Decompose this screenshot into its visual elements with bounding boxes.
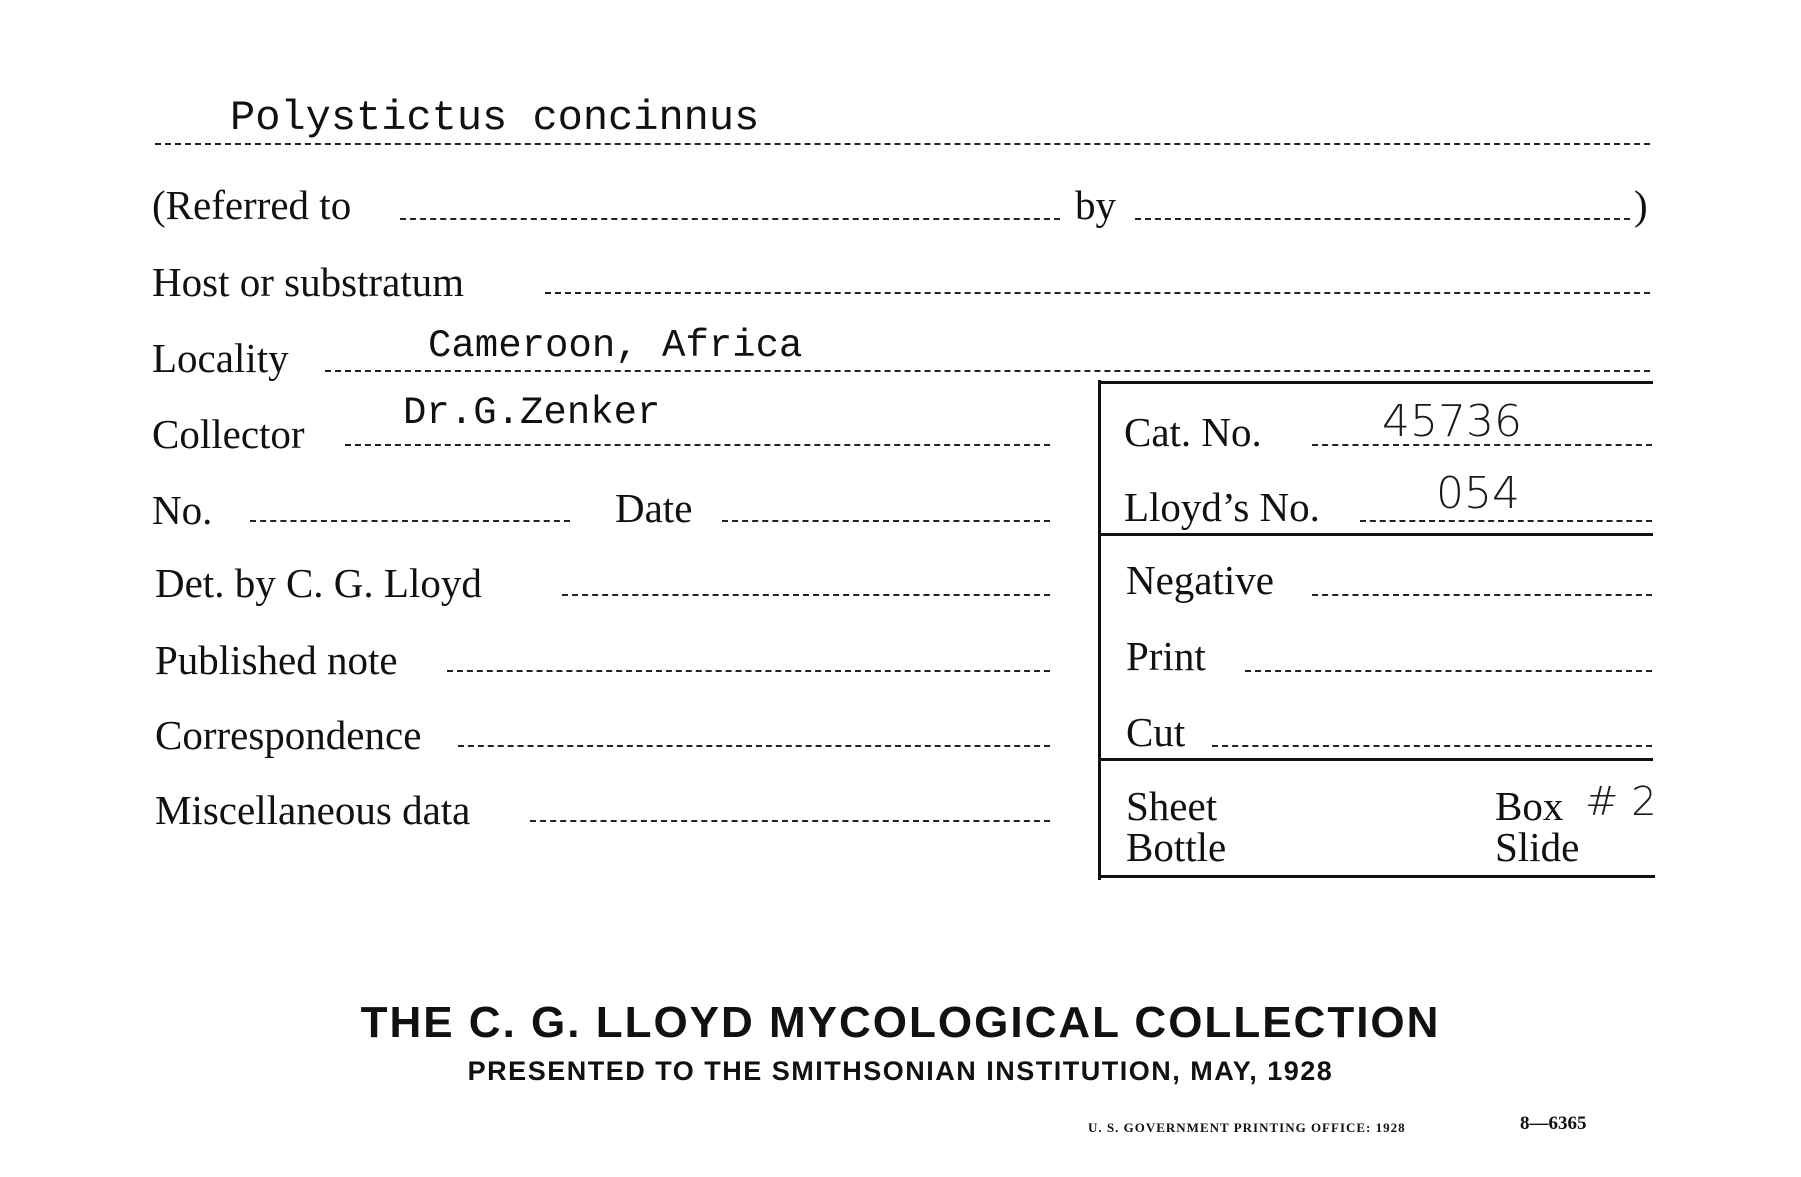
lloyds-no-label: Lloyd’s No. — [1124, 484, 1320, 530]
sheet-label: Sheet — [1126, 783, 1218, 829]
slide-label: Slide — [1495, 824, 1580, 870]
close-paren: ) — [1634, 182, 1648, 228]
negative-label: Negative — [1126, 557, 1274, 603]
correspondence-line — [458, 745, 1050, 747]
species-name: Polystictus concinnus — [230, 94, 760, 142]
published-note-line — [447, 670, 1050, 672]
det-by-line — [562, 594, 1050, 596]
cut-line — [1212, 745, 1652, 747]
box-value: # 2 — [1585, 779, 1657, 825]
right-box-top-border — [1100, 381, 1653, 384]
collector-line — [345, 444, 1050, 446]
cat-no-line — [1312, 444, 1652, 446]
published-note-label: Published note — [155, 637, 398, 683]
right-box-left-border — [1098, 380, 1101, 880]
misc-data-label: Miscellaneous data — [155, 787, 471, 833]
misc-data-line — [530, 820, 1050, 822]
locality-label: Locality — [152, 335, 289, 381]
form-code: 8—6365 — [1520, 1113, 1587, 1134]
correspondence-label: Correspondence — [155, 712, 422, 758]
by-line — [1135, 218, 1630, 220]
referred-to-line — [400, 218, 1060, 220]
cat-no-value: 45736 — [1382, 396, 1522, 447]
print-line — [1245, 670, 1652, 672]
collection-title: THE C. G. LLOYD MYCOLOGICAL COLLECTION — [360, 998, 1441, 1047]
printing-office-note: U. S. GOVERNMENT PRINTING OFFICE: 1928 — [1088, 1120, 1406, 1135]
box-label: Box — [1495, 783, 1564, 829]
collection-subtitle: PRESENTED TO THE SMITHSONIAN INSTITUTION, MAY, 1928 — [467, 1056, 1334, 1086]
cat-no-label: Cat. No. — [1124, 409, 1262, 455]
bottle-label: Bottle — [1126, 824, 1227, 870]
species-line — [155, 143, 1650, 145]
date-line — [722, 520, 1050, 522]
print-label: Print — [1126, 633, 1206, 679]
locality-line — [325, 370, 1650, 372]
referred-to-label: (Referred to — [152, 182, 352, 228]
cut-label: Cut — [1126, 709, 1186, 755]
date-label: Date — [615, 485, 693, 531]
collector-value: Dr.G.Zenker — [403, 391, 661, 435]
no-line — [250, 520, 570, 522]
right-box-divider-2 — [1100, 758, 1653, 761]
lloyds-no-value: 054 — [1436, 468, 1520, 519]
det-by-label: Det. by C. G. Lloyd — [155, 560, 482, 606]
by-label: by — [1075, 182, 1116, 228]
collector-label: Collector — [152, 411, 305, 457]
host-label: Host or substratum — [152, 259, 465, 305]
host-line — [545, 292, 1650, 294]
lloyds-no-line — [1360, 520, 1652, 522]
locality-value: Cameroon, Africa — [428, 324, 803, 368]
right-box-divider-1 — [1100, 533, 1653, 536]
negative-line — [1312, 594, 1652, 596]
right-box-bottom-border — [1100, 875, 1655, 878]
no-label: No. — [152, 487, 213, 533]
